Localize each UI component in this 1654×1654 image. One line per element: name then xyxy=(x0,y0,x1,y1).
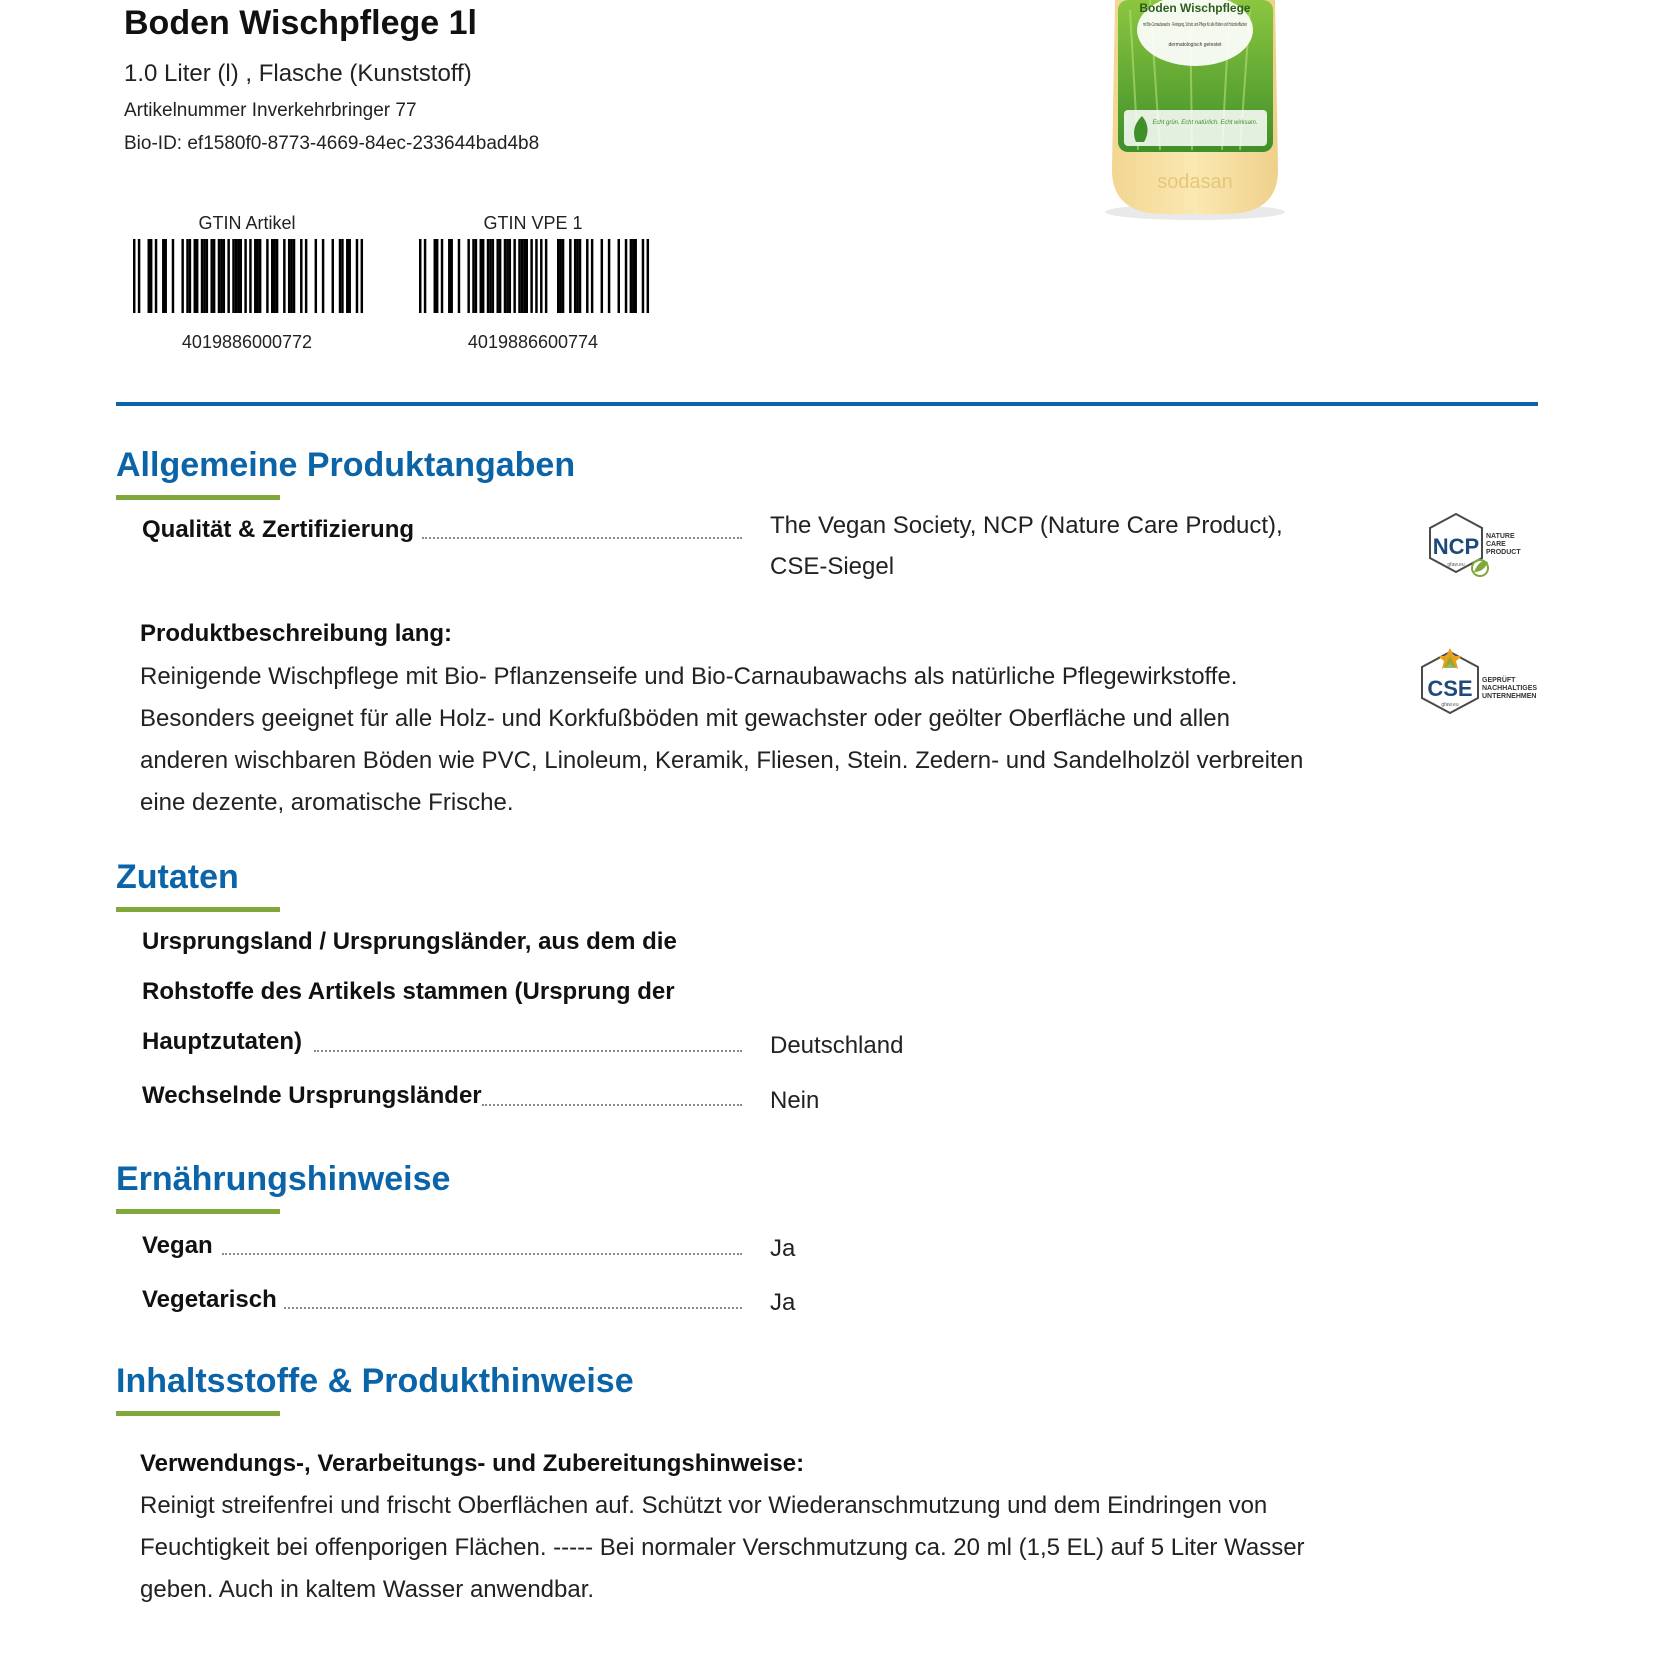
usage-line: Feuchtigkeit bei offenporigen Flächen. ----- Bei normaler Verschmutzung ca. 20 ml (1,5 EL) auf 5 Liter Wasser xyxy=(140,1534,1305,1561)
section-underline-nutrition xyxy=(116,1209,280,1214)
barcode-bar xyxy=(625,239,627,313)
barcode-bar xyxy=(300,239,302,313)
barcode-bar xyxy=(557,239,559,313)
barcode-bar xyxy=(227,239,229,313)
barcode-number-article: 4019886000772 xyxy=(181,332,313,352)
cse-line1: GEPRÜFT xyxy=(1482,677,1516,684)
quality-dots xyxy=(422,537,742,539)
barcode-bar xyxy=(608,239,610,313)
usage-heading: Verwendungs-, Verarbeitungs- und Zubereitungshinweise: xyxy=(140,1450,805,1477)
description-line: anderen wischbaren Böden wie PVC, Linoleum, Keramik, Fliesen, Stein. Zedern- und Sandelholzöl verbreiten xyxy=(140,747,1304,774)
barcode-bar xyxy=(513,239,515,313)
vegetarian-label: Vegetarisch xyxy=(142,1286,277,1313)
barcode-bar xyxy=(203,239,205,313)
barcode-bar xyxy=(506,239,508,313)
barcode-bar xyxy=(634,239,636,313)
barcode-bar xyxy=(434,239,436,313)
bottle-slogan: Echt grün. Echt natürlich. Echt wirksam. xyxy=(1152,120,1258,126)
barcode-bar xyxy=(322,239,324,313)
barcode-bar xyxy=(271,239,273,313)
barcode-bar xyxy=(450,239,452,313)
description-heading: Produktbeschreibung lang: xyxy=(140,620,453,647)
bottle-label-text: mit Bio-Carnaubawachs · Reinigung, Schutz und Pflege für alle Böden und Holzoberflächen xyxy=(1143,22,1248,28)
barcode-bar xyxy=(441,239,443,313)
barcode-bar xyxy=(523,239,525,313)
barcode-bar xyxy=(518,239,520,313)
description-line: eine dezente, aromatische Frische. xyxy=(140,789,514,816)
barcode-bar xyxy=(315,239,317,313)
barcode-bar xyxy=(482,239,484,313)
barcode-bar xyxy=(448,239,450,313)
barcode-bar xyxy=(288,239,290,313)
barcode-bar xyxy=(305,239,307,313)
barcode-bar xyxy=(475,239,477,313)
barcode-bar xyxy=(162,239,164,313)
barcode-bar xyxy=(240,239,242,313)
barcode-bar xyxy=(480,239,482,313)
ncp-line2: CARE xyxy=(1486,541,1506,548)
barcode-bar xyxy=(424,239,426,313)
barcode-bar xyxy=(290,239,292,313)
barcode-bar xyxy=(235,239,237,313)
section-title-general: Allgemeine Produktangaben xyxy=(116,446,576,484)
barcode-bar xyxy=(244,239,246,313)
section-title-nutrition: Ernährungshinweise xyxy=(116,1160,451,1198)
origin-dots xyxy=(314,1050,742,1052)
barcode-bar xyxy=(499,239,501,313)
barcode-bar xyxy=(283,239,285,313)
barcode-bar xyxy=(276,239,278,313)
barcode-bar xyxy=(213,239,215,313)
barcode-label-vpe: GTIN VPE 1 xyxy=(483,213,583,233)
barcode-bar xyxy=(339,239,341,313)
barcode-bar xyxy=(504,239,506,313)
cse-mark: CSE xyxy=(1427,676,1473,701)
vegetarian-dots xyxy=(284,1307,742,1309)
cse-line2: NACHHALTIGES xyxy=(1482,685,1538,692)
ncp-line1: NATURE xyxy=(1486,533,1515,540)
header-divider xyxy=(116,402,1538,406)
ncp-mark: NCP xyxy=(1432,534,1480,559)
barcode-bar xyxy=(535,239,537,313)
changing-origin-value: Nein xyxy=(770,1087,820,1114)
section-underline-general xyxy=(116,495,280,500)
vegan-value: Ja xyxy=(770,1235,796,1262)
section-title-contents: Inhaltsstoffe & Produkthinweise xyxy=(116,1362,634,1400)
barcode-label-article: GTIN Artikel xyxy=(198,213,296,233)
barcode-bar xyxy=(181,239,183,313)
barcode-bar xyxy=(148,239,150,313)
barcode-bar xyxy=(172,239,174,313)
section-underline-contents xyxy=(116,1411,280,1416)
product-image xyxy=(1080,0,1300,230)
bio-id: Bio-ID: ef1580f0-8773-4669-84ec-233644bad4b8 xyxy=(124,133,540,154)
barcode-bar xyxy=(361,239,363,313)
barcode-bar xyxy=(569,239,571,313)
barcode-bar xyxy=(186,239,188,313)
ncp-url: gfaw.eu xyxy=(1447,562,1465,568)
barcode-bar xyxy=(574,239,576,313)
barcode-bar xyxy=(341,239,343,313)
barcode-bar xyxy=(419,239,421,313)
barcode-bar xyxy=(346,239,348,313)
barcode-bar xyxy=(630,239,632,313)
barcode-bar xyxy=(249,239,251,313)
origin-label-line2: Rohstoffe des Artikels stammen (Ursprung der xyxy=(142,978,675,1005)
barcode-vpe xyxy=(419,239,649,313)
article-number: Artikelnummer Inverkehrbringer 77 xyxy=(124,100,417,121)
description-paragraph xyxy=(140,656,1380,824)
barcode-bar xyxy=(155,239,157,313)
description-line: Reinigende Wischpflege mit Bio- Pflanzenseife und Bio-Carnaubawachs als natürliche Pflegewirkstoffe. xyxy=(140,663,1238,690)
barcode-bar xyxy=(218,239,220,313)
barcode-bar xyxy=(540,239,542,313)
cse-logo xyxy=(1416,646,1536,726)
barcode-bar xyxy=(254,239,256,313)
section-underline-ingredients xyxy=(116,907,280,912)
barcode-bar xyxy=(496,239,498,313)
origin-label-line3: Hauptzutaten) xyxy=(142,1028,302,1055)
barcode-bar xyxy=(150,239,152,313)
barcode-bar xyxy=(489,239,491,313)
cse-url: gfaw.eu xyxy=(1441,702,1459,708)
origin-value: Deutschland xyxy=(770,1032,904,1059)
barcode-number-vpe: 4019886600774 xyxy=(467,332,599,352)
barcode-bar xyxy=(436,239,438,313)
barcode-bar xyxy=(632,239,634,313)
barcode-bar xyxy=(348,239,350,313)
barcode-bar xyxy=(509,239,511,313)
product-subtitle: 1.0 Liter (l) , Flasche (Kunststoff) xyxy=(124,60,472,87)
cse-line3: UNTERNEHMEN xyxy=(1482,693,1537,700)
quality-value-line1: The Vegan Society, NCP (Nature Care Product), xyxy=(770,512,1283,539)
barcode-bar xyxy=(492,239,494,313)
barcode-bar xyxy=(472,239,474,313)
barcode-bar xyxy=(194,239,196,313)
barcode-bar xyxy=(576,239,578,313)
barcode-bar xyxy=(647,239,649,313)
barcode-bar xyxy=(618,239,620,313)
barcode-bar xyxy=(273,239,275,313)
barcode-bar xyxy=(206,239,208,313)
barcode-bar xyxy=(562,239,564,313)
barcode-bar xyxy=(259,239,261,313)
ncp-logo xyxy=(1424,510,1544,590)
changing-origin-dots xyxy=(482,1104,742,1106)
ncp-line3: PRODUCT xyxy=(1486,549,1521,556)
quality-label: Qualität & Zertifizierung xyxy=(142,516,415,543)
product-title: Boden Wischpflege 1l xyxy=(124,4,477,42)
barcode-bar xyxy=(223,239,225,313)
barcode-bar xyxy=(210,239,212,313)
barcode-bar xyxy=(266,239,268,313)
usage-line: geben. Auch in kaltem Wasser anwendbar. xyxy=(140,1576,595,1603)
barcode-bar xyxy=(332,239,334,313)
usage-paragraph xyxy=(140,1485,1380,1611)
barcode-bar xyxy=(642,239,644,313)
barcode-bar xyxy=(559,239,561,313)
barcode-bar xyxy=(591,239,593,313)
barcode-bar xyxy=(164,239,166,313)
barcode-article xyxy=(133,239,363,313)
bottle-label-title: Boden Wischpflege xyxy=(1139,1,1251,15)
barcode-bar xyxy=(232,239,234,313)
barcode-bar xyxy=(201,239,203,313)
vegan-label: Vegan xyxy=(142,1232,213,1259)
section-title-ingredients: Zutaten xyxy=(116,858,239,896)
barcode-bar xyxy=(526,239,528,313)
barcode-bar xyxy=(579,239,581,313)
barcode-bar xyxy=(521,239,523,313)
barcode-bar xyxy=(545,239,547,313)
barcode-bar xyxy=(530,239,532,313)
vegan-dots xyxy=(222,1253,742,1255)
barcode-bar xyxy=(586,239,588,313)
origin-label-line1: Ursprungsland / Ursprungsländer, aus dem die xyxy=(142,928,677,955)
barcode-bar xyxy=(237,239,239,313)
changing-origin-label: Wechselnde Ursprungsländer xyxy=(142,1082,482,1109)
barcode-bar xyxy=(601,239,603,313)
barcode-bar xyxy=(133,239,135,313)
bottle-brand: sodasan xyxy=(1157,171,1233,193)
barcode-bar xyxy=(189,239,191,313)
vegetarian-value: Ja xyxy=(770,1289,796,1316)
usage-line: Reinigt streifenfrei und frischt Oberflächen auf. Schützt vor Wiederanschmutzung und dem Eindringen von xyxy=(140,1492,1268,1519)
barcode-bar xyxy=(293,239,295,313)
barcode-bar xyxy=(467,239,469,313)
barcode-bar xyxy=(196,239,198,313)
bottle-badge-text: dermatologisch getestet xyxy=(1168,42,1222,48)
quality-value-line2: CSE-Siegel xyxy=(770,553,895,580)
description-line: Besonders geeignet für alle Holz- und Korkfußböden mit gewachster oder geölter Oberfläche und allen xyxy=(140,705,1230,732)
barcode-bar xyxy=(138,239,140,313)
barcode-bar xyxy=(220,239,222,313)
barcode-bar xyxy=(487,239,489,313)
barcode-bar xyxy=(458,239,460,313)
barcode-bar xyxy=(256,239,258,313)
barcode-bar xyxy=(356,239,358,313)
